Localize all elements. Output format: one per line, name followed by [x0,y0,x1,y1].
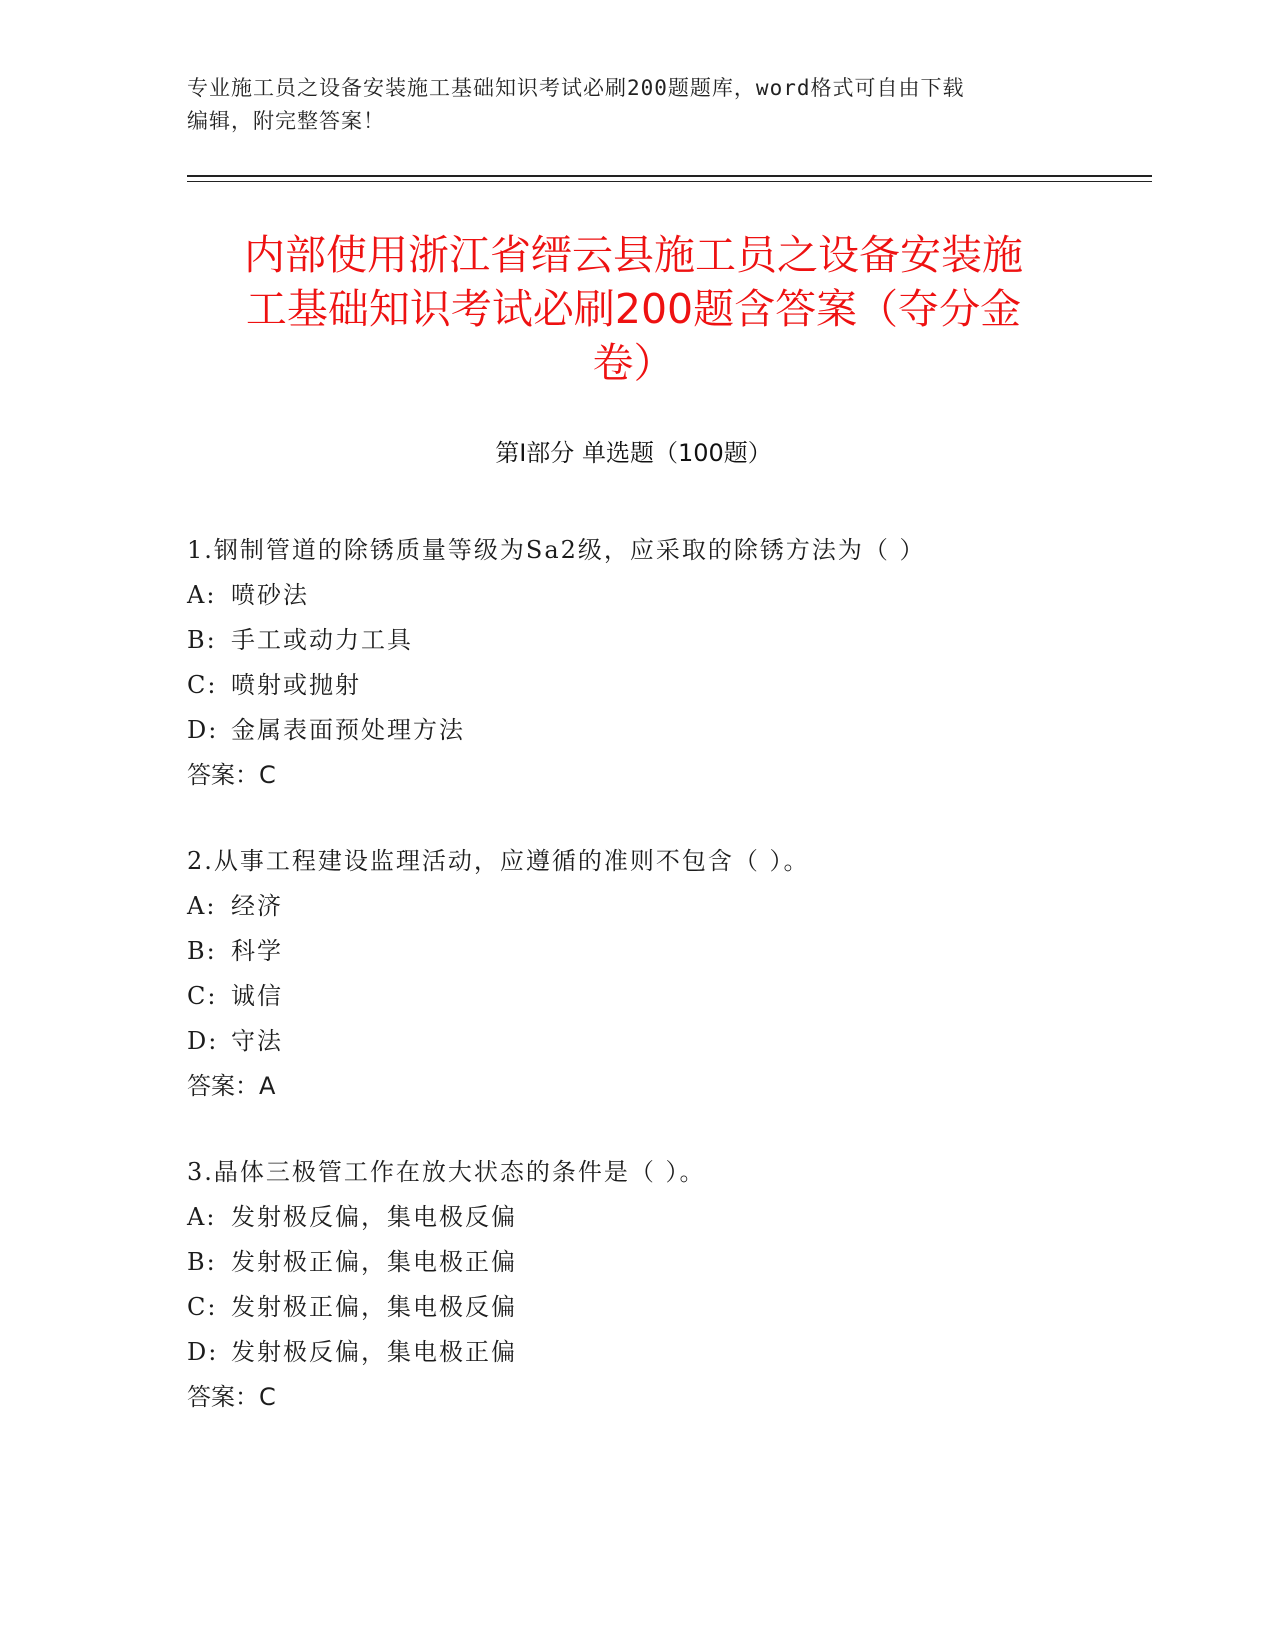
header-note-line-1: 专业施工员之设备安装施工基础知识考试必刷200题题库，word格式可自由下载 [187,76,965,100]
option-text: 诚信 [231,982,283,1010]
document-title-line-1: 内部使用浙江省缙云县施工员之设备安装施 [244,231,1023,279]
option-text: 发射极反偏，集电极正偏 [231,1338,517,1366]
header-note [187,72,1087,138]
option-a [187,573,1147,618]
option-b [187,618,1147,663]
question-item [187,528,1147,798]
option-text: 喷射或抛射 [231,671,361,699]
option-text: 发射极正偏，集电极正偏 [231,1248,517,1276]
header-divider-thick [187,175,1152,177]
option-d [187,1330,1147,1375]
option-text: 守法 [231,1027,283,1055]
answer-value: C [259,761,276,789]
option-text: 手工或动力工具 [231,626,413,654]
answer-label: 答案： [187,761,259,789]
question-number: 2. [187,847,214,875]
option-key: B: [187,1248,217,1276]
option-c [187,1285,1147,1330]
option-c [187,974,1147,1019]
option-key: C: [187,1293,218,1321]
answer-label: 答案： [187,1383,259,1411]
question-stem: 从事工程建设监理活动，应遵循的准则不包含（ ）。 [213,847,810,875]
option-c [187,663,1147,708]
option-a [187,884,1147,929]
option-key: D: [187,1027,219,1055]
question-number: 1. [187,536,214,564]
header-divider-thin [187,181,1152,182]
question-list [187,528,1147,1461]
question-stem: 钢制管道的除锈质量等级为Sa2级，应采取的除锈方法为（ ） [213,536,926,564]
question-text [187,528,1147,573]
option-a [187,1195,1147,1240]
document-title-line-2: 工基础知识考试必刷200题含答案（夺分金 [245,285,1022,333]
answer-line [187,1064,1147,1109]
question-number: 3. [187,1158,214,1186]
option-key: D: [187,1338,219,1366]
section-title: 第Ⅰ部分 单选题（100题） [495,439,772,467]
option-key: A: [187,1203,217,1231]
option-key: C: [187,671,218,699]
option-text: 发射极正偏，集电极反偏 [231,1293,517,1321]
answer-line [187,1375,1147,1420]
option-key: A: [187,892,217,920]
question-text [187,1150,1147,1195]
question-text [187,839,1147,884]
option-b [187,929,1147,974]
option-key: D: [187,716,219,744]
question-item [187,1150,1147,1420]
option-key: B: [187,937,217,965]
answer-label: 答案： [187,1072,259,1100]
option-key: A: [187,581,217,609]
option-text: 金属表面预处理方法 [231,716,465,744]
option-key: C: [187,982,218,1010]
document-title [187,228,1080,390]
option-text: 喷砂法 [231,581,309,609]
answer-value: A [259,1072,276,1100]
document-title-line-3: 卷） [592,339,675,387]
answer-value: C [259,1383,276,1411]
question-stem: 晶体三极管工作在放大状态的条件是（ ）。 [213,1158,706,1186]
option-text: 经济 [231,892,283,920]
option-b [187,1240,1147,1285]
option-d [187,708,1147,753]
option-key: B: [187,626,217,654]
header-note-line-2: 编辑，附完整答案！ [187,109,385,133]
option-text: 科学 [231,937,283,965]
question-item [187,839,1147,1109]
option-d [187,1019,1147,1064]
option-text: 发射极反偏，集电极反偏 [231,1203,517,1231]
answer-line [187,753,1147,798]
